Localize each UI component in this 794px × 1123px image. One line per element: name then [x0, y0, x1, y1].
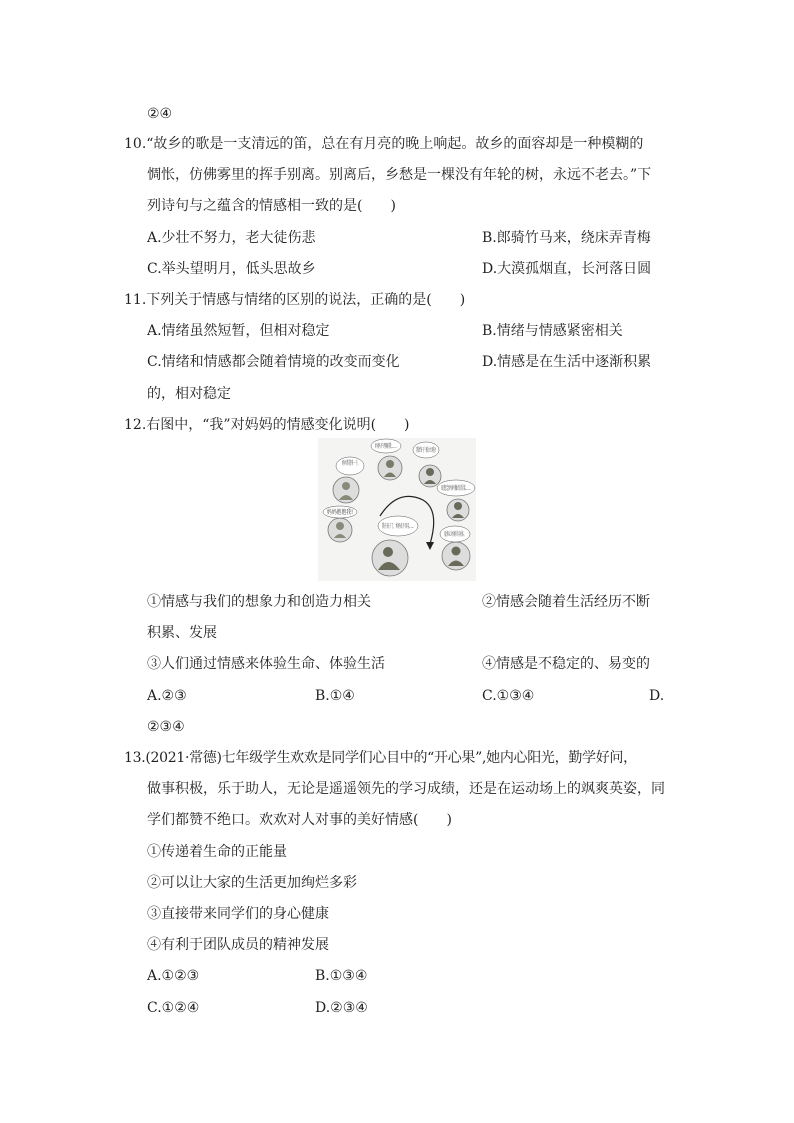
bubble-text-7	[444, 530, 466, 538]
figure-illustration	[318, 438, 476, 581]
q12-stem: 12.右图中，“我”对妈妈的情感变化说明( )	[124, 417, 410, 433]
bubble-text-1	[342, 459, 360, 467]
portrait-worried	[442, 542, 470, 570]
previous-answer: ②④	[147, 106, 173, 122]
q12-option-d-continued: ②③④	[147, 719, 185, 735]
q11-option-b[interactable]: B.情绪与情感紧密相关	[482, 323, 623, 339]
q13-stem-line2: 做事积极，乐于助人，无论是遥遥领先的学习成绩，还是在运动场上的飒爽英姿，同	[147, 781, 665, 797]
bubble-text-4	[441, 484, 471, 492]
bubble-text-3: 我终于独立啦!	[416, 447, 455, 454]
q12-statement-1: ①情感与我们的想象力和创造力相关	[147, 594, 371, 610]
bubble-text-2	[375, 442, 397, 450]
q11-option-d[interactable]: D.情感是在生活中逐渐积累	[482, 354, 652, 370]
q13-statement-2: ②可以让大家的生活更加绚烂多彩	[147, 875, 357, 891]
portrait-parent-with-child	[372, 540, 408, 576]
q12-statement-4: ④情感是不稳定的、易变的	[482, 656, 650, 672]
portrait-baby-hug	[328, 518, 352, 542]
q12-option-a[interactable]: A.②③	[147, 688, 187, 704]
q13-option-d[interactable]: D.②③④	[315, 1000, 368, 1016]
portrait-missing-mom	[447, 499, 469, 521]
q12-option-d[interactable]: D.	[649, 688, 665, 704]
q13-statement-3: ③直接带来同学们的身心健康	[147, 906, 329, 922]
q12-option-b[interactable]: B.①④	[315, 688, 355, 704]
q11-option-a[interactable]: A.情绪虽然短暂，但相对稳定	[147, 323, 330, 339]
q11-option-c[interactable]: C.情绪和情感都会随着情境的改变而变化	[147, 354, 400, 370]
portrait-teen-upset	[378, 456, 402, 480]
portrait-independent	[419, 465, 441, 487]
mother-emotion-figure	[318, 438, 476, 581]
q12-statement-2-continued: 积累、发展	[147, 625, 217, 641]
q13-statement-1: ①传递着生命的正能量	[147, 844, 287, 860]
q11-stem: 11.下列关于情感与情绪的区别的说法，正确的是( )	[124, 292, 466, 308]
bubble-text-5: 妈妈抱抱我!	[327, 509, 360, 516]
q10-option-b[interactable]: B.郎骑竹马来，绕床弄青梅	[482, 230, 651, 246]
bubble-text-6	[382, 522, 414, 530]
q13-stem-line1: 13.(2021·常德)七年级学生欢欢是同学们心目中的“开心果”,她内心阳光，勤学好问，	[124, 750, 637, 766]
q13-option-c[interactable]: C.①②④	[147, 1000, 200, 1016]
q10-option-a[interactable]: A.少壮不努力，老大徒伤悲	[147, 230, 316, 246]
q10-option-d[interactable]: D.大漠孤烟直，长河落日圆	[482, 261, 652, 277]
q10-option-c[interactable]: C.举头望明月，低头思故乡	[147, 261, 316, 277]
q10-stem-line2: 惆怅，仿佛雾里的挥手别离。别离后，乡愁是一棵没有年轮的树，永远不老去。”下	[147, 167, 652, 183]
q13-option-a[interactable]: A.①②③	[147, 968, 200, 984]
q12-option-c[interactable]: C.①③④	[482, 688, 535, 704]
q10-stem-line3: 列诗句与之蕴含的情感相一致的是( )	[147, 198, 396, 214]
q12-statement-2: ②情感会随着生活经历不断	[482, 594, 650, 610]
q13-statement-4: ④有利于团队成员的精神发展	[147, 937, 329, 953]
q12-statement-3: ③人们通过情感来体验生命、体验生活	[147, 656, 385, 672]
q10-stem-line1: 10.“故乡的歌是一支清远的笛，总在有月亮的晚上响起。故乡的面容却是一种模糊的	[124, 136, 644, 152]
q13-stem-line3: 学们都赞不绝口。欢欢对人对事的美好情感( )	[147, 812, 452, 828]
portrait-child-asking	[333, 477, 359, 503]
q11-option-d-continued: 的，相对稳定	[147, 386, 231, 402]
q13-option-b[interactable]: B.①③④	[315, 968, 368, 984]
